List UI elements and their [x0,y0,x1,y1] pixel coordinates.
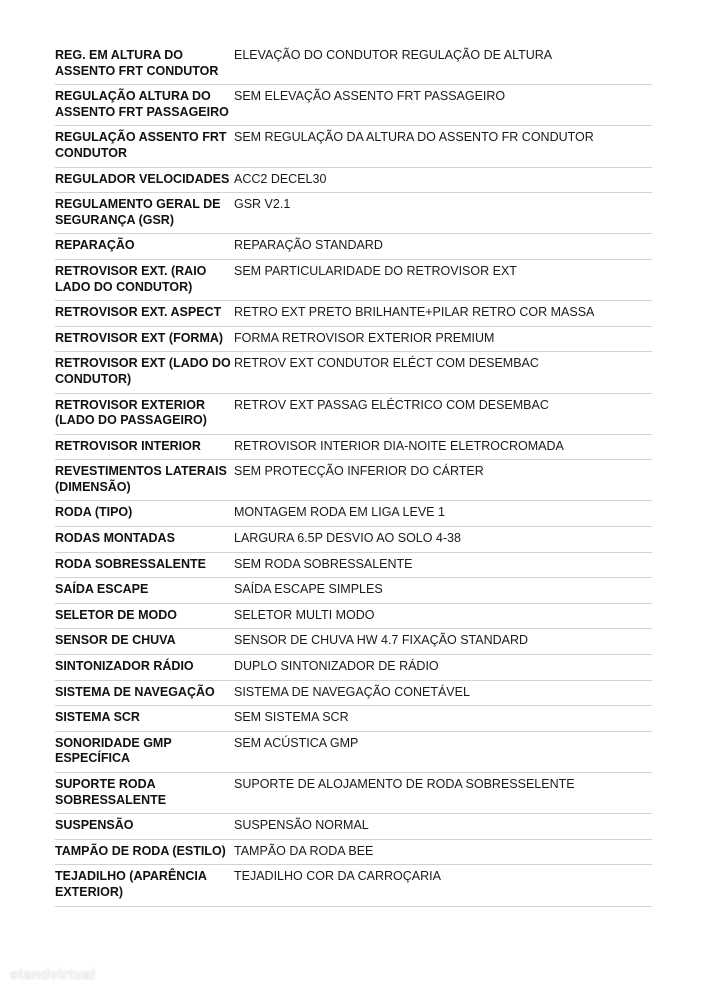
spec-value: ELEVAÇÃO DO CONDUTOR REGULAÇÃO DE ALTURA [234,48,553,62]
spec-key: RODAS MONTADAS [55,531,175,546]
spec-value: ACC2 DECEL30 [234,171,327,186]
spec-row [55,814,652,840]
spec-value: RETROV EXT PASSAG ELÉCTRICO COM DESEMBAC [234,397,549,412]
spec-key: SONORIDADE GMP ESPECÍFICA [55,735,172,766]
spec-row [55,168,652,194]
spec-key: TAMPÃO DE RODA (ESTILO) [55,843,226,858]
spec-row [55,604,652,630]
spec-row [55,327,652,353]
spec-value: SAÍDA ESCAPE SIMPLES [234,582,383,597]
spec-row [55,126,652,167]
spec-value: RETROVISOR INTERIOR DIA-NOITE ELETROCROMADA [234,438,564,453]
spec-key: SENSOR DE CHUVA [55,633,176,648]
spec-row [55,840,652,866]
spec-key: SUSPENSÃO [55,818,134,833]
spec-value: SEM ELEVAÇÃO ASSENTO FRT PASSAGEIRO [234,89,506,104]
spec-key: RETROVISOR EXT (LADO DO CONDUTOR) [55,356,231,386]
spec-value: RETROV EXT CONDUTOR ELÉCT COM DESEMBAC [234,356,539,371]
spec-row [55,460,652,501]
spec-key: REVESTIMENTOS LATERAIS (DIMENSÃO) [55,464,227,494]
spec-row [55,234,652,260]
spec-key: REGULAMENTO GERAL DE SEGURANÇA (GSR) [55,197,221,227]
spec-value: SUSPENSÃO NORMAL [234,818,369,833]
spec-value: SEM RODA SOBRESSALENTE [234,556,413,571]
spec-value: FORMA RETROVISOR EXTERIOR PREMIUM [234,330,495,345]
spec-row [55,501,652,527]
spec-row [55,44,652,85]
spec-row [55,865,652,906]
spec-key: RETROVISOR EXTERIOR (LADO DO PASSAGEIRO) [55,397,207,428]
spec-row [55,260,652,301]
spec-value: GSR V2.1 [234,197,291,212]
spec-key: SINTONIZADOR RÁDIO [55,659,194,674]
spec-value: SEM ACÚSTICA GMP [234,735,359,750]
spec-key: SISTEMA DE NAVEGAÇÃO [55,684,215,699]
spec-value: SELETOR MULTI MODO [234,607,375,622]
spec-key: SUPORTE RODA SOBRESSALENTE [55,777,167,807]
spec-value: SEM REGULAÇÃO DA ALTURA DO ASSENTO FR CONDUTOR [234,130,594,145]
spec-key: RETROVISOR EXT. (RAIO LADO DO CONDUTOR) [55,263,207,294]
spec-value: SENSOR DE CHUVA HW 4.7 FIXAÇÃO STANDARD [234,633,529,648]
spec-key: REGULAÇÃO ALTURA DO ASSENTO FRT PASSAGEIRO [55,89,229,119]
spec-key: REPARAÇÃO [55,238,135,253]
spec-key: REGULAÇÃO ASSENTO FRT CONDUTOR [55,130,227,160]
spec-row [55,527,652,553]
watermark-logo: standvirtual [10,966,96,982]
spec-key: RETROVISOR EXT (FORMA) [55,330,224,345]
spec-key: REG. EM ALTURA DO ASSENTO FRT CONDUTOR [55,48,219,78]
spec-row [55,352,652,393]
spec-row [55,435,652,461]
spec-key: TEJADILHO (APARÊNCIA EXTERIOR) [55,869,207,899]
spec-row [55,394,652,435]
spec-key: SELETOR DE MODO [55,607,178,622]
spec-key: SAÍDA ESCAPE [55,582,149,597]
spec-row [55,193,652,234]
spec-row [55,732,652,773]
spec-key: RODA SOBRESSALENTE [55,556,206,571]
spec-value: SUPORTE DE ALOJAMENTO DE RODA SOBRESSELENTE [234,777,575,791]
spec-value: RETRO EXT PRETO BRILHANTE+PILAR RETRO COR MASSA [234,305,595,320]
spec-value: LARGURA 6.5P DESVIO AO SOLO 4-38 [234,531,461,546]
spec-row [55,655,652,681]
spec-row [55,681,652,707]
spec-row [55,85,652,126]
spec-value: MONTAGEM RODA EM LIGA LEVE 1 [234,505,445,520]
specification-table [55,44,652,907]
spec-value: SEM SISTEMA SCR [234,710,349,725]
spec-row [55,773,652,814]
spec-value: SEM PROTECÇÃO INFERIOR DO CÁRTER [234,464,484,479]
spec-key: RETROVISOR INTERIOR [55,438,201,453]
spec-value: TEJADILHO COR DA CARROÇARIA [234,869,441,884]
spec-value: TAMPÃO DA RODA BEE [234,843,374,858]
spec-row [55,629,652,655]
spec-row [55,706,652,732]
spec-row [55,301,652,327]
spec-key: REGULADOR VELOCIDADES [55,171,230,186]
spec-row [55,578,652,604]
spec-value: SISTEMA DE NAVEGAÇÃO CONETÁVEL [234,684,470,699]
spec-value: SEM PARTICULARIDADE DO RETROVISOR EXT [234,263,517,278]
spec-value: DUPLO SINTONIZADOR DE RÁDIO [234,659,439,674]
spec-value: REPARAÇÃO STANDARD [234,238,383,253]
spec-row [55,553,652,579]
spec-key: RODA (TIPO) [55,505,133,520]
spec-key: SISTEMA SCR [55,710,140,725]
spec-key: RETROVISOR EXT. ASPECT [55,305,222,320]
